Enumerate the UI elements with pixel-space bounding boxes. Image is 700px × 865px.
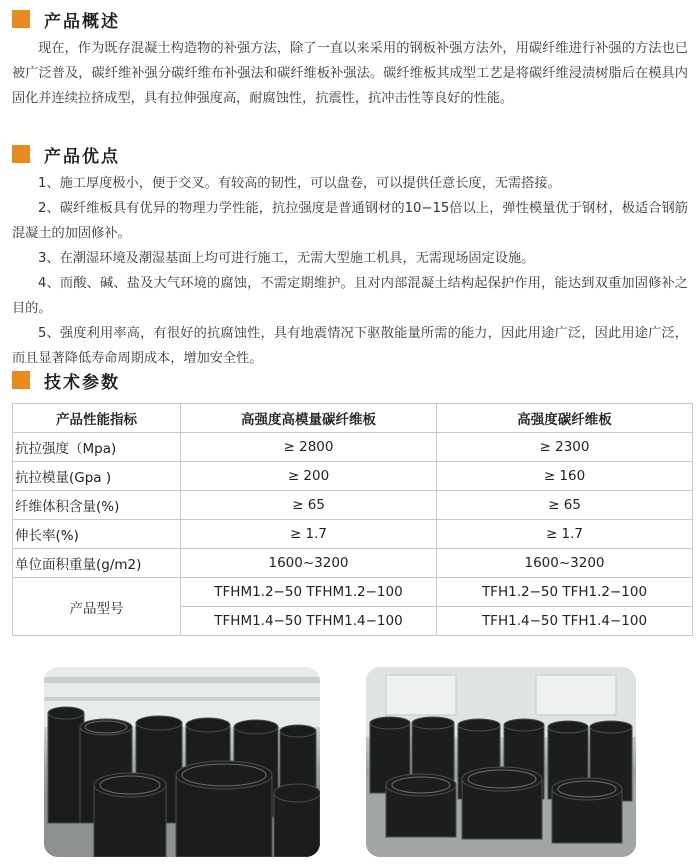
table-header: 高强度碳纤维板	[437, 404, 693, 433]
table-cell: ≥ 1.7	[437, 520, 693, 549]
table-cell: TFH1.4−50 TFH1.4−100	[437, 607, 693, 636]
table-cell: 抗拉模量(Gpa )	[13, 462, 181, 491]
table-cell: ≥ 2800	[181, 433, 437, 462]
product-photo-right	[366, 667, 636, 857]
table-cell: ≥ 2300	[437, 433, 693, 462]
table-cell: ≥ 1.7	[181, 520, 437, 549]
table-cell: TFHM1.2−50 TFHM1.2−100	[181, 578, 437, 607]
table-row	[13, 520, 693, 549]
table-cell: TFHM1.4−50 TFHM1.4−100	[181, 607, 437, 636]
section-header-specs	[12, 369, 120, 391]
section-title: 产品概述	[44, 11, 120, 32]
carbon-fiber-coils-image	[44, 667, 320, 857]
table-row	[13, 549, 693, 578]
orange-square-marker	[12, 371, 30, 389]
table-row	[13, 462, 693, 491]
table-cell: TFH1.2−50 TFH1.2−100	[437, 578, 693, 607]
advantage-item: 4、而酸、碱、盐及大气环境的腐蚀，不需定期维护。且对内部混凝土结构起保护作用，能达到双重加固修补之目的。	[12, 276, 688, 316]
section-header-advantages	[12, 143, 120, 165]
table-row-model	[13, 578, 693, 607]
advantage-item: 5、强度利用率高，有很好的抗腐蚀性，具有地震情况下驱散能量所需的能力，因此用途广泛，因此用途广泛，而且显著降低寿命周期成本，增加安全性。	[12, 326, 688, 366]
table-row	[13, 433, 693, 462]
advantage-item: 1、施工厚度极小，便于交叉。有较高的韧性，可以盘卷，可以提供任意长度，无需搭接。	[38, 176, 561, 191]
table-cell: 1600~3200	[437, 549, 693, 578]
carbon-fiber-coils-image	[366, 667, 636, 857]
table-cell: ≥ 65	[437, 491, 693, 520]
spec-table	[12, 403, 693, 636]
table-cell: ≥ 200	[181, 462, 437, 491]
table-header-row	[13, 404, 693, 433]
table-cell: ≥ 160	[437, 462, 693, 491]
table-cell: 伸长率(%)	[13, 520, 181, 549]
orange-square-marker	[12, 145, 30, 163]
section-header-overview	[12, 8, 120, 30]
table-header: 高强度高模量碳纤维板	[181, 404, 437, 433]
table-cell: 抗拉强度（Mpa)	[13, 433, 181, 462]
table-cell: 纤维体积含量(%)	[13, 491, 181, 520]
overview-paragraph: 现在，作为既存混凝土构造物的补强方法，除了一直以来采用的钢板补强方法外，用碳纤维进行补强的方法也已被广泛普及，碳纤维补强分碳纤维布补强法和碳纤维板补强法。碳纤维板其成型工艺是将碳纤维浸渍树脂后在模具内固化并连续拉挤成型，具有拉伸强度高，耐腐蚀性，抗震性，抗冲击性等良好的性能。	[12, 41, 688, 106]
orange-square-marker	[12, 10, 30, 28]
advantage-item: 2、碳纤维板具有优异的物理力学性能，抗拉强度是普通钢材的10−15倍以上，弹性模量优于钢材，极适合钢筋混凝土的加固修补。	[12, 201, 688, 241]
section-title: 产品优点	[44, 146, 120, 167]
table-cell: 产品型号	[13, 578, 181, 636]
table-header: 产品性能指标	[13, 404, 181, 433]
section-title: 技术参数	[44, 372, 120, 393]
table-cell: ≥ 65	[181, 491, 437, 520]
table-row	[13, 491, 693, 520]
table-cell: 1600~3200	[181, 549, 437, 578]
table-cell: 单位面积重量(g/m2)	[13, 549, 181, 578]
advantage-item: 3、在潮湿环境及潮湿基面上均可进行施工，无需大型施工机具，无需现场固定设施。	[38, 251, 535, 266]
product-photo-left	[44, 667, 320, 857]
